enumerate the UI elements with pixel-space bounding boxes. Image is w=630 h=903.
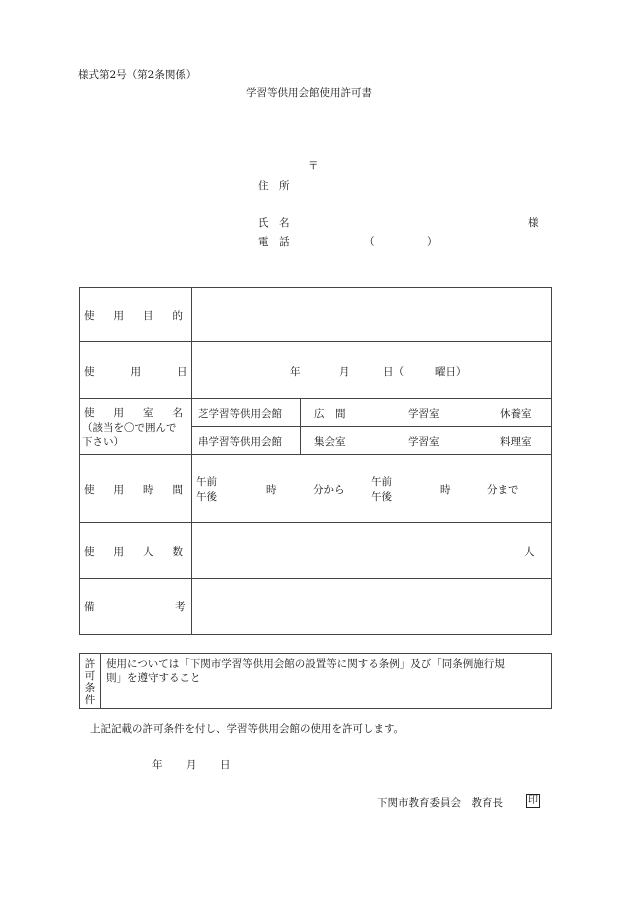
issue-date-month: 月 (186, 759, 197, 771)
postal-mark: 〒 (308, 160, 319, 172)
date-day: 日（ (383, 366, 404, 378)
conditions-label-char-3: 条 (84, 682, 96, 694)
time-start-am: 午前 (196, 476, 217, 488)
hall-kushi-room-cooking: 料理室 (500, 436, 532, 448)
room-note-line1: （該当を〇で囲んで (82, 422, 177, 434)
hall-shiba-room-hiroma: 広 間 (314, 408, 346, 420)
seal-label: 印 (528, 795, 538, 806)
time-start-pm: 午後 (196, 491, 217, 503)
address-label: 住 所 (258, 180, 290, 192)
time-end-hour: 時 (440, 484, 451, 496)
date-year: 年 (290, 366, 301, 378)
permission-statement: 上記記載の許可条件を付し、学習等供用会館の使用を許可します。 (90, 723, 405, 735)
date-label: 使用日 (84, 366, 224, 378)
hall-kushi-room-meeting: 集会室 (314, 436, 346, 448)
hall-kushi-name: 串学習等供用会館 (198, 436, 282, 448)
time-start-hour: 時 (266, 484, 277, 496)
issuer-name: 下関市教育委員会 教育長 (377, 797, 503, 809)
conditions-text-line1: 使用については「下関市学習等供用会館の設置等に関する条例」及び「同条例施行規 (106, 658, 505, 670)
conditions-text-line2: 則」を遵守すること (106, 672, 201, 684)
date-month: 月 (339, 366, 350, 378)
issue-date-year: 年 (152, 759, 163, 771)
time-label: 使用時間 (84, 484, 202, 496)
time-end-min: 分まで (487, 484, 519, 496)
time-end-am: 午前 (371, 476, 392, 488)
room-label: 使用室名 (84, 407, 202, 419)
phone-paren-close: ） (427, 236, 438, 248)
hall-kushi-room-study: 学習室 (408, 436, 440, 448)
time-start-min: 分から (313, 484, 345, 496)
conditions-label-char-1: 許 (84, 658, 96, 670)
name-label: 氏 名 (258, 217, 290, 229)
people-label: 使用人数 (84, 546, 202, 558)
people-unit: 人 (524, 546, 535, 558)
hall-shiba-name: 芝学習等供用会館 (198, 408, 282, 420)
purpose-label: 使用目的 (84, 310, 202, 322)
phone-label: 電 話 (258, 236, 290, 248)
date-weekday: 曜日） (435, 366, 467, 378)
document-title: 学習等供用会館使用許可書 (246, 87, 372, 99)
conditions-label-char-2: 可 (84, 670, 96, 682)
hall-shiba-room-study: 学習室 (408, 408, 440, 420)
time-end-pm: 午後 (371, 491, 392, 503)
honorific: 様 (528, 217, 539, 229)
room-note-line2: 下さい） (82, 436, 124, 448)
hall-shiba-room-rest: 休養室 (500, 408, 532, 420)
conditions-label-char-4: 件 (84, 694, 96, 706)
issue-date-day: 日 (220, 759, 231, 771)
seal-mark (526, 794, 540, 808)
remarks-label-left: 備 (84, 601, 95, 613)
form-number: 様式第2号（第2条関係） (78, 69, 197, 81)
remarks-label-right: 考 (175, 601, 186, 613)
phone-paren-open: （ (364, 236, 375, 248)
